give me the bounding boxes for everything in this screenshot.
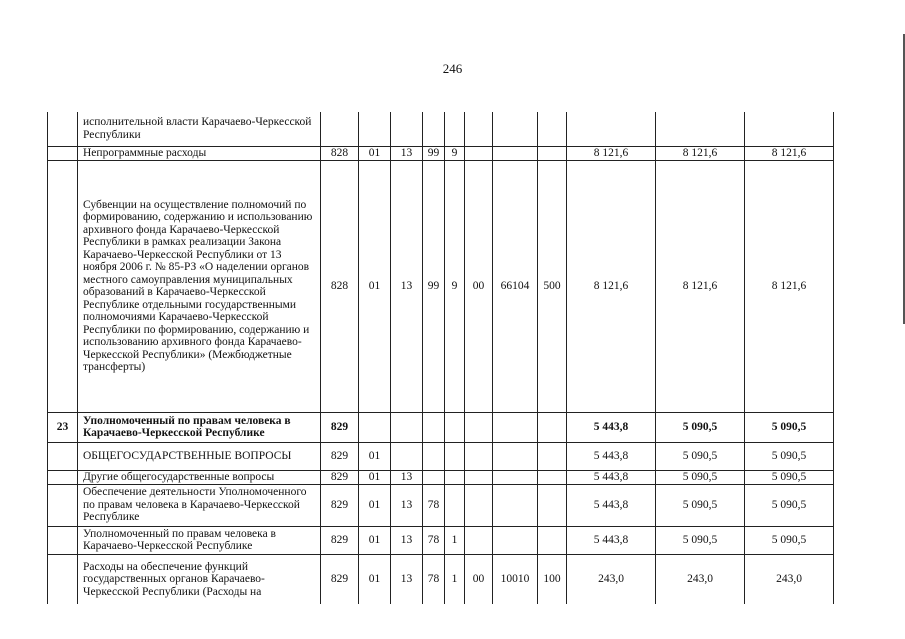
cell-no: [48, 470, 78, 484]
table-row: [48, 484, 834, 526]
cell-pr: [391, 412, 423, 442]
cell-p3: [465, 526, 493, 554]
cell-p3: 00: [465, 160, 493, 412]
cell-no: [48, 526, 78, 554]
cell-p4: [493, 484, 538, 526]
cell-p4: [493, 526, 538, 554]
cell-v1: 5 443,8: [567, 526, 656, 554]
cell-pr: 13: [391, 554, 423, 604]
cell-rz: 01: [359, 470, 391, 484]
cell-name: Обеспечение деятельности Уполномоченного по правам человека в Карачаево-Черкесской Республике: [78, 484, 321, 526]
cell-vr: [538, 526, 567, 554]
cell-v3: 8 121,6: [745, 146, 834, 160]
cell-pr: [391, 442, 423, 470]
cell-name: Субвенции на осуществление полномочий по формированию, содержанию и использованию архивного фонда Карачаево-Черкесской Республики в рамках реализации Закона Карачаево-Черкесской Республики от 13 ноября 2006 г. № 85-РЗ «О наделении органов местного самоуправления муниципальных образований в Карачаево-Черкесской Республике отдельными государственными полномочиями Карачаево-Черкесской Республики по формированию, содержанию и использованию архивного фонда Карачаево-Черкесской Республики» (Межбюджетные трансферты): [78, 160, 321, 412]
page-number: 246: [442, 61, 463, 76]
cell-v2: 8 121,6: [656, 160, 745, 412]
cell-p1: 99: [423, 160, 445, 412]
cell-vr: 500: [538, 160, 567, 412]
cell-v3: [745, 112, 834, 146]
cell-v2: 5 090,5: [656, 470, 745, 484]
cell-pr: 13: [391, 160, 423, 412]
cell-v1: 5 443,8: [567, 484, 656, 526]
cell-v3: 5 090,5: [745, 442, 834, 470]
cell-vr: [538, 112, 567, 146]
cell-p2: [445, 442, 465, 470]
cell-v3: 243,0: [745, 554, 834, 604]
cell-p1: [423, 442, 445, 470]
cell-p3: [465, 412, 493, 442]
cell-pr: 13: [391, 470, 423, 484]
cell-no: [48, 442, 78, 470]
cell-name: Уполномоченный по правам человека в Карачаево-Черкесской Республике: [78, 412, 321, 442]
cell-name: исполнительной власти Карачаево-Черкесской Республики: [78, 112, 321, 146]
cell-vr: [538, 470, 567, 484]
cell-name: Расходы на обеспечение функций государственных органов Карачаево-Черкесской Республики (Расходы на: [78, 554, 321, 604]
cell-p2: 1: [445, 526, 465, 554]
cell-rz: 01: [359, 160, 391, 412]
cell-pr: 13: [391, 484, 423, 526]
cell-p4: [493, 442, 538, 470]
cell-v2: 8 121,6: [656, 146, 745, 160]
cell-p3: [465, 442, 493, 470]
cell-p2: 1: [445, 554, 465, 604]
cell-p1: 78: [423, 554, 445, 604]
cell-name: Другие общегосударственные вопросы: [78, 470, 321, 484]
table-row: [48, 412, 834, 442]
cell-code: 829: [321, 470, 359, 484]
cell-p4: 66104: [493, 160, 538, 412]
cell-p4: [493, 112, 538, 146]
cell-no: [48, 554, 78, 604]
cell-name: Уполномоченный по правам человека в Карачаево-Черкесской Республике: [78, 526, 321, 554]
cell-no: 23: [48, 412, 78, 442]
table-row: [48, 146, 834, 160]
cell-v1: 5 443,8: [567, 470, 656, 484]
cell-p2: 9: [445, 160, 465, 412]
cell-no: [48, 146, 78, 160]
cell-name: Непрограммные расходы: [78, 146, 321, 160]
cell-name: ОБЩЕГОСУДАРСТВЕННЫЕ ВОПРОСЫ: [78, 442, 321, 470]
cell-p1: [423, 470, 445, 484]
cell-p1: [423, 412, 445, 442]
table-row: [48, 554, 834, 604]
cell-p4: 10010: [493, 554, 538, 604]
cell-code: 829: [321, 554, 359, 604]
cell-v3: 5 090,5: [745, 470, 834, 484]
cell-vr: [538, 412, 567, 442]
cell-code: 829: [321, 484, 359, 526]
cell-p3: 00: [465, 554, 493, 604]
cell-v2: 5 090,5: [656, 526, 745, 554]
cell-p1: [423, 112, 445, 146]
cell-v2: 5 090,5: [656, 412, 745, 442]
cell-p4: [493, 470, 538, 484]
cell-code: 828: [321, 146, 359, 160]
table-row: [48, 112, 834, 146]
cell-v3: 5 090,5: [745, 412, 834, 442]
cell-code: 829: [321, 412, 359, 442]
cell-p2: [445, 484, 465, 526]
table-row: [48, 526, 834, 554]
cell-v1: 5 443,8: [567, 442, 656, 470]
cell-v3: 5 090,5: [745, 484, 834, 526]
cell-pr: 13: [391, 526, 423, 554]
cell-rz: 01: [359, 146, 391, 160]
cell-v3: 8 121,6: [745, 160, 834, 412]
cell-v1: 8 121,6: [567, 146, 656, 160]
table-row: [48, 442, 834, 470]
cell-vr: [538, 442, 567, 470]
cell-v2: 5 090,5: [656, 442, 745, 470]
cell-rz: 01: [359, 554, 391, 604]
cell-p4: [493, 412, 538, 442]
cell-p1: 78: [423, 484, 445, 526]
cell-rz: 01: [359, 526, 391, 554]
cell-v1: 5 443,8: [567, 412, 656, 442]
cell-code: 829: [321, 526, 359, 554]
cell-p2: [445, 112, 465, 146]
cell-pr: 13: [391, 146, 423, 160]
cell-p2: 9: [445, 146, 465, 160]
cell-vr: 100: [538, 554, 567, 604]
cell-p3: [465, 484, 493, 526]
cell-no: [48, 160, 78, 412]
cell-no: [48, 112, 78, 146]
cell-code: 828: [321, 160, 359, 412]
budget-table: [47, 112, 834, 604]
cell-code: 829: [321, 442, 359, 470]
table-row: [48, 160, 834, 412]
cell-code: [321, 112, 359, 146]
cell-vr: [538, 484, 567, 526]
cell-rz: 01: [359, 484, 391, 526]
cell-v2: 243,0: [656, 554, 745, 604]
cell-p4: [493, 146, 538, 160]
table-row: [48, 470, 834, 484]
cell-no: [48, 484, 78, 526]
cell-v1: 8 121,6: [567, 160, 656, 412]
cell-v1: 243,0: [567, 554, 656, 604]
cell-v1: [567, 112, 656, 146]
cell-vr: [538, 146, 567, 160]
cell-v3: 5 090,5: [745, 526, 834, 554]
cell-p1: 99: [423, 146, 445, 160]
cell-p2: [445, 470, 465, 484]
cell-pr: [391, 112, 423, 146]
cell-v2: 5 090,5: [656, 484, 745, 526]
cell-v2: [656, 112, 745, 146]
cell-p2: [445, 412, 465, 442]
cell-p1: 78: [423, 526, 445, 554]
cell-rz: [359, 412, 391, 442]
cell-rz: [359, 112, 391, 146]
cell-p3: [465, 112, 493, 146]
cell-rz: 01: [359, 442, 391, 470]
cell-p3: [465, 470, 493, 484]
cell-p3: [465, 146, 493, 160]
